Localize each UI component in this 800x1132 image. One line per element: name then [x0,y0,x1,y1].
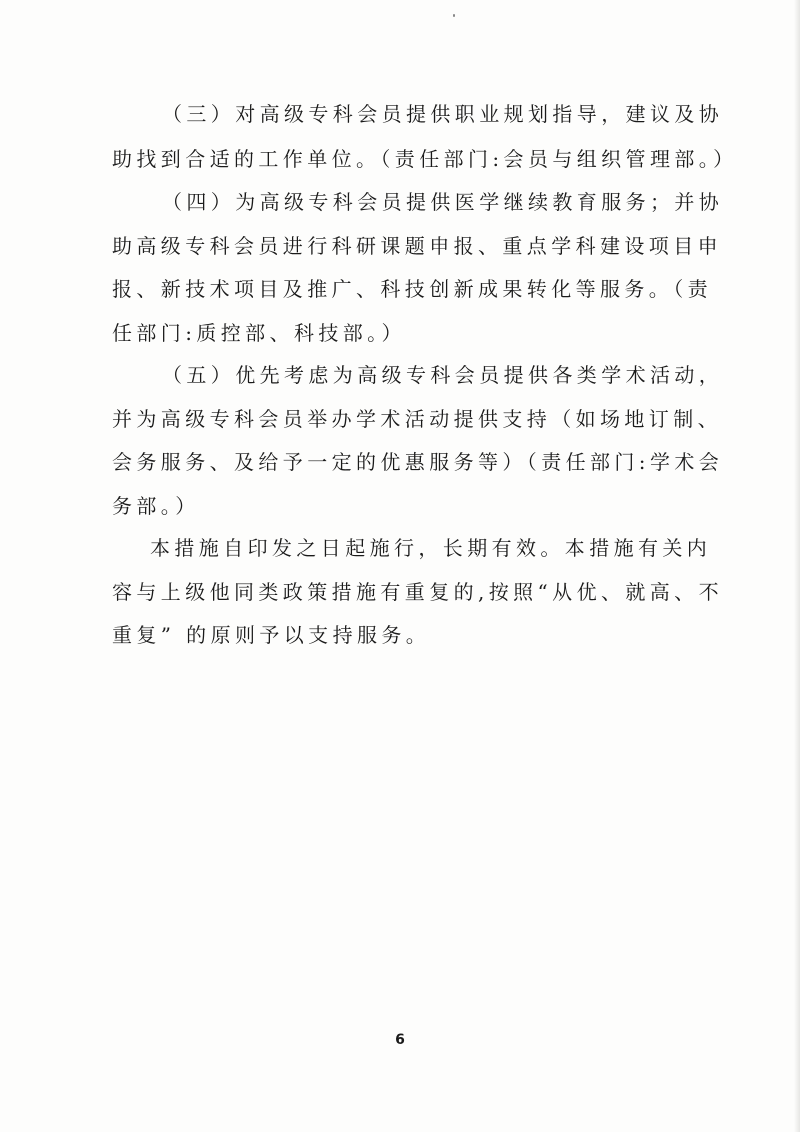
item-5-line-4: 务部。） [112,494,200,518]
item-4-line-3: 报、新技术项目及推广、科技创新成果转化等服务。（责 [112,277,712,301]
item-4-line-4: 任部门:质控部、科技部。） [112,321,406,345]
item-5-line-3: 会务服务、及给予一定的优惠服务等）（责任部门:学术会 [112,450,724,474]
scan-speck [453,14,455,17]
item-3-line-2: 助找到合适的工作单位。（责任部门:会员与组织管理部。） [112,147,738,171]
page-number: 6 [395,1032,405,1048]
closing-line-3: 重复” 的原则予以支持服务。 [112,623,431,647]
item-5-line-1: （五）优先考虑为高级专科会员提供各类学术活动， [162,363,724,387]
closing-line-2: 容与上级他同类政策措施有重复的,按照“从优、就高、不 [112,580,723,604]
item-4-line-1: （四）为高级专科会员提供医学继续教育服务；并协 [162,190,724,214]
scan-edge-shadow [794,0,800,1132]
item-5-line-2: 并为高级专科会员举办学术活动提供支持（如场地订制、 [112,407,722,431]
item-3-line-1: （三）对高级专科会员提供职业规划指导，建议及协 [162,102,724,126]
item-4-line-2: 助高级专科会员进行科研课题申报、重点学科建设项目申 [112,234,722,258]
closing-line-1: 本措施自印发之日起施行，长期有效。本措施有关内 [150,536,712,560]
